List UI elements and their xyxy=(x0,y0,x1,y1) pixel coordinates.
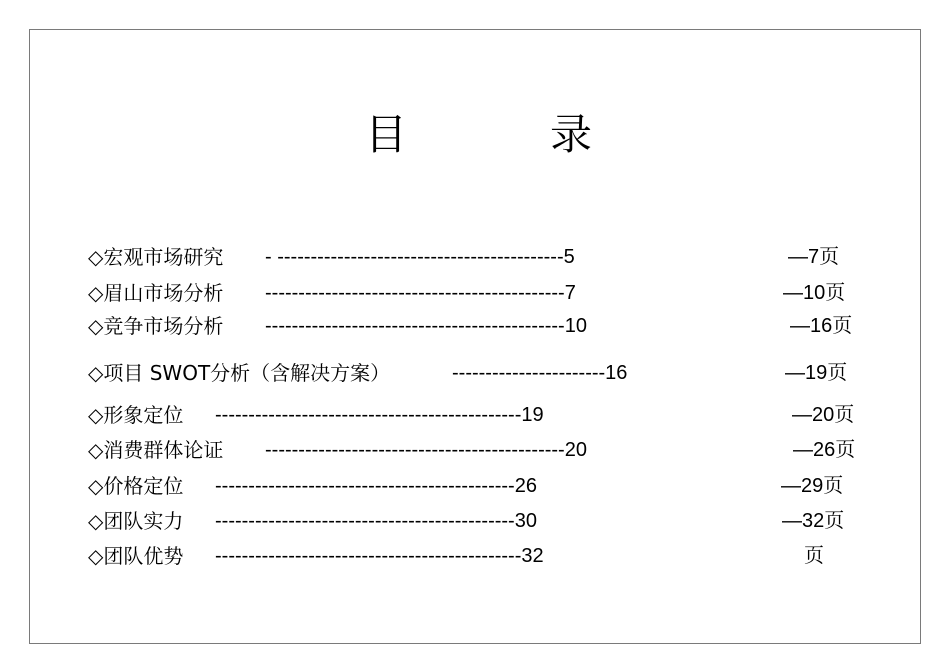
title-left-char: 目 xyxy=(365,110,408,159)
toc-item-name: ◇团队优势 xyxy=(88,544,184,568)
toc-item-end-page: —32页 xyxy=(782,510,845,532)
toc-item-name: ◇形象定位 xyxy=(88,403,184,427)
toc-item[interactable] xyxy=(0,312,950,340)
toc-item-leader-page: ----------------------------------------------19 xyxy=(215,404,544,426)
toc-item[interactable] xyxy=(0,243,950,271)
toc-item-leader-page: -----------------------16 xyxy=(452,362,628,384)
toc-item[interactable] xyxy=(0,401,950,429)
toc-item-leader-page: ---------------------------------------------7 xyxy=(265,282,576,304)
toc-item-leader-page: - -------------------------------------------5 xyxy=(265,246,575,268)
toc-item[interactable] xyxy=(0,472,950,500)
toc-item-name: ◇团队实力 xyxy=(88,509,184,533)
toc-item-name: ◇价格定位 xyxy=(88,474,184,498)
toc-item[interactable] xyxy=(0,507,950,535)
toc-item-end-page: 页 xyxy=(804,545,824,567)
toc-item[interactable] xyxy=(0,436,950,464)
toc-item-name: ◇眉山市场分析 xyxy=(88,281,224,305)
toc-item-end-page: —20页 xyxy=(792,404,855,426)
toc-item-leader-page: ---------------------------------------------30 xyxy=(215,510,537,532)
toc-item[interactable] xyxy=(0,542,950,570)
toc-item-end-page: —10页 xyxy=(783,282,846,304)
toc-item-leader-page: ---------------------------------------------20 xyxy=(265,439,587,461)
toc-item-end-page: —16页 xyxy=(790,315,853,337)
toc-item-end-page: —29页 xyxy=(781,475,844,497)
toc-item-leader-page: ---------------------------------------------26 xyxy=(215,475,537,497)
toc-item[interactable] xyxy=(0,359,950,387)
toc-item-name: ◇竞争市场分析 xyxy=(88,314,224,338)
toc-item-name: ◇消费群体论证 xyxy=(88,438,224,462)
toc-item-name: ◇宏观市场研究 xyxy=(88,245,224,269)
toc-item-leader-page: ---------------------------------------------10 xyxy=(265,315,587,337)
toc-item-end-page: —26页 xyxy=(793,439,856,461)
toc-item-leader-page: ----------------------------------------------32 xyxy=(215,545,544,567)
toc-item-end-page: —19页 xyxy=(785,362,848,384)
title-right-char: 录 xyxy=(550,110,593,159)
toc-item[interactable] xyxy=(0,279,950,307)
toc-item-name: ◇项目 SWOT分析（含解决方案） xyxy=(88,361,391,385)
toc-item-end-page: —7页 xyxy=(788,246,840,268)
